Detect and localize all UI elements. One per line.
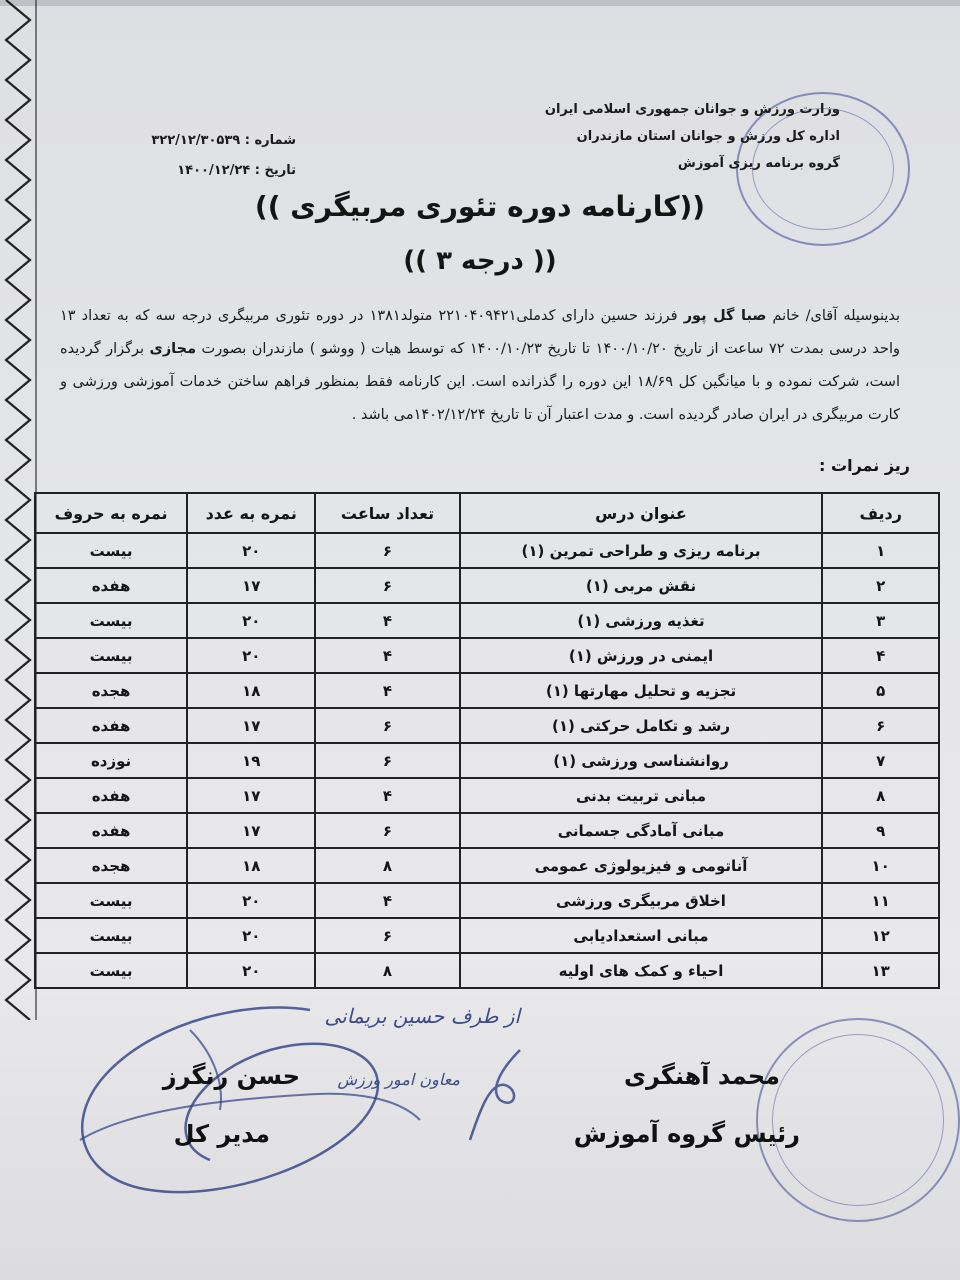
grades-header-row [35, 493, 939, 533]
paper-top-edge [0, 0, 960, 6]
signatory-right-name: محمد آهنگری [623, 1062, 780, 1090]
marks-label: ریز نمرات : [819, 456, 910, 475]
header-course-title: عنوان درس [460, 493, 823, 533]
cell-course-title: مبانی آمادگی جسمانی [460, 813, 823, 848]
number-label: شماره : [244, 133, 296, 148]
cell-row-number: ۱۲ [822, 918, 939, 953]
grades-row [35, 708, 939, 743]
grades-row [35, 533, 939, 568]
cell-row-number: ۶ [822, 708, 939, 743]
cell-grade-words: هجده [35, 673, 187, 708]
cell-course-title: آناتومی و فیزیولوژی عمومی [460, 848, 823, 883]
cell-grade-number: ۲۰ [187, 918, 315, 953]
cell-row-number: ۵ [822, 673, 939, 708]
cell-grade-number: ۱۷ [187, 813, 315, 848]
document-subtitle: (( درجه ۳ )) [403, 246, 557, 276]
cell-hours: ۶ [315, 568, 459, 603]
grades-row [35, 568, 939, 603]
document-number [96, 126, 296, 156]
cell-course-title: مبانی استعدادیابی [460, 918, 823, 953]
grades-row [35, 603, 939, 638]
cell-course-title: احیاء و کمک های اولیه [460, 953, 823, 988]
grades-row [35, 778, 939, 813]
grades-table [34, 492, 940, 989]
group-name: گروه برنامه ریزی آموزش [677, 156, 840, 171]
cell-grade-number: ۱۹ [187, 743, 315, 778]
cell-row-number: ۸ [822, 778, 939, 813]
cell-grade-number: ۱۷ [187, 778, 315, 813]
cell-grade-words: هفده [35, 813, 187, 848]
cell-grade-number: ۱۷ [187, 568, 315, 603]
cell-row-number: ۱۳ [822, 953, 939, 988]
header-grade-number: نمره به عدد [187, 493, 315, 533]
cell-hours: ۶ [315, 813, 459, 848]
certificate-statement [60, 300, 900, 432]
cell-hours: ۴ [315, 673, 459, 708]
cell-grade-words: هجده [35, 848, 187, 883]
course-mode: مجازی [149, 341, 197, 357]
cell-hours: ۸ [315, 953, 459, 988]
date-value: ۱۴۰۰/۱۲/۲۴ [177, 163, 251, 178]
header-row-number: ردیف [822, 493, 939, 533]
grades-row [35, 673, 939, 708]
document-meta [96, 126, 296, 186]
signature-scrawl-right [460, 1040, 540, 1150]
cell-hours: ۸ [315, 848, 459, 883]
cell-course-title: نقش مربی (۱) [460, 568, 823, 603]
statement-part-1: بدینوسیله آقای/ خانم [772, 308, 900, 324]
cell-row-number: ۱ [822, 533, 939, 568]
cell-row-number: ۱۱ [822, 883, 939, 918]
cell-grade-number: ۱۸ [187, 848, 315, 883]
cell-grade-words: بیست [35, 918, 187, 953]
cell-row-number: ۴ [822, 638, 939, 673]
cell-hours: ۴ [315, 883, 459, 918]
cell-course-title: روانشناسی ورزشی (۱) [460, 743, 823, 778]
cell-grade-words: بیست [35, 953, 187, 988]
statement-part-2: فرزند حسین دارای کدملی۲۲۱۰۴۰۹۴۲۱ متولد۱۳۸۱ در دوره تئوری مربیگری درجه سه که به تعداد ۱۳ واحد درسی بمدت ۷۲ ساعت از تاریخ ۱۴۰۰/۱۰/۲۰ تا تاریخ ۱۴۰۰/۱۰/۲۳ که توسط هیات ( ووشو ) مازندران بصورت [60, 308, 900, 357]
cell-row-number: ۱۰ [822, 848, 939, 883]
cell-grade-number: ۲۰ [187, 953, 315, 988]
handwritten-role: معاون امور ورزش [337, 1070, 460, 1089]
statement-part-3: برگزار گردیده است، شرکت نموده و با میانگین کل ۱۸/۶۹ این دوره را گذرانده است. این کارنامه فقط بمنظور فراهم ساختن خدمات آموزشی ورزشی و کارت مربیگری در ایران صادر گردیده است. و مدت اعتبار آن تا تاریخ ۱۴۰۲/۱۲/۲۴می باشد . [60, 341, 900, 423]
cell-grade-words: نوزده [35, 743, 187, 778]
signatory-left-name: حسن رنگرز [162, 1062, 300, 1090]
cell-hours: ۶ [315, 533, 459, 568]
cell-hours: ۶ [315, 743, 459, 778]
grades-row [35, 953, 939, 988]
signatory-right-title: رئیس گروه آموزش [573, 1120, 800, 1148]
trainee-name: صبا گل پور [683, 308, 767, 324]
grades-row [35, 638, 939, 673]
cell-hours: ۴ [315, 603, 459, 638]
cell-row-number: ۳ [822, 603, 939, 638]
cell-grade-words: بیست [35, 603, 187, 638]
document-title: ((کارنامه دوره تئوری مربیگری )) [254, 190, 706, 223]
signatory-left-title: مدیر کل [173, 1120, 270, 1148]
cell-course-title: برنامه ریزی و طراحی تمرین (۱) [460, 533, 823, 568]
header-grade-words: نمره به حروف [35, 493, 187, 533]
cell-row-number: ۹ [822, 813, 939, 848]
cell-grade-number: ۲۰ [187, 603, 315, 638]
cell-grade-number: ۲۰ [187, 638, 315, 673]
grades-row [35, 743, 939, 778]
cell-grade-words: بیست [35, 883, 187, 918]
cell-hours: ۴ [315, 638, 459, 673]
header-hours: تعداد ساعت [315, 493, 459, 533]
cell-hours: ۴ [315, 778, 459, 813]
cell-course-title: اخلاق مربیگری ورزشی [460, 883, 823, 918]
document-date [96, 156, 296, 186]
grades-row [35, 883, 939, 918]
cell-course-title: تجزیه و تحلیل مهارتها (۱) [460, 673, 823, 708]
cell-grade-number: ۲۰ [187, 883, 315, 918]
cell-row-number: ۲ [822, 568, 939, 603]
cell-grade-words: بیست [35, 533, 187, 568]
grades-row [35, 813, 939, 848]
cell-course-title: رشد و تکامل حرکتی (۱) [460, 708, 823, 743]
cell-course-title: تغذیه ورزشی (۱) [460, 603, 823, 638]
cell-row-number: ۷ [822, 743, 939, 778]
cell-grade-number: ۲۰ [187, 533, 315, 568]
cell-grade-number: ۱۸ [187, 673, 315, 708]
cell-course-title: ایمنی در ورزش (۱) [460, 638, 823, 673]
cell-course-title: مبانی تربیت بدنی [460, 778, 823, 813]
cell-grade-words: هفده [35, 778, 187, 813]
cell-grade-words: هفده [35, 708, 187, 743]
office-name: اداره کل ورزش و جوانان استان مازندران [576, 129, 840, 144]
date-label: تاریخ : [254, 163, 296, 178]
ministry-name: وزارت ورزش و جوانان جمهوری اسلامی ایران [544, 102, 840, 117]
cell-grade-words: هفده [35, 568, 187, 603]
cell-hours: ۶ [315, 918, 459, 953]
grades-row [35, 918, 939, 953]
cell-grade-number: ۱۷ [187, 708, 315, 743]
number-value: ۳۲۲/۱۲/۳۰۵۳۹ [151, 133, 241, 148]
cell-hours: ۶ [315, 708, 459, 743]
grades-row [35, 848, 939, 883]
handwritten-note: از طرف حسین بریمانی [324, 1004, 520, 1028]
issuer-header [544, 96, 840, 177]
cell-grade-words: بیست [35, 638, 187, 673]
